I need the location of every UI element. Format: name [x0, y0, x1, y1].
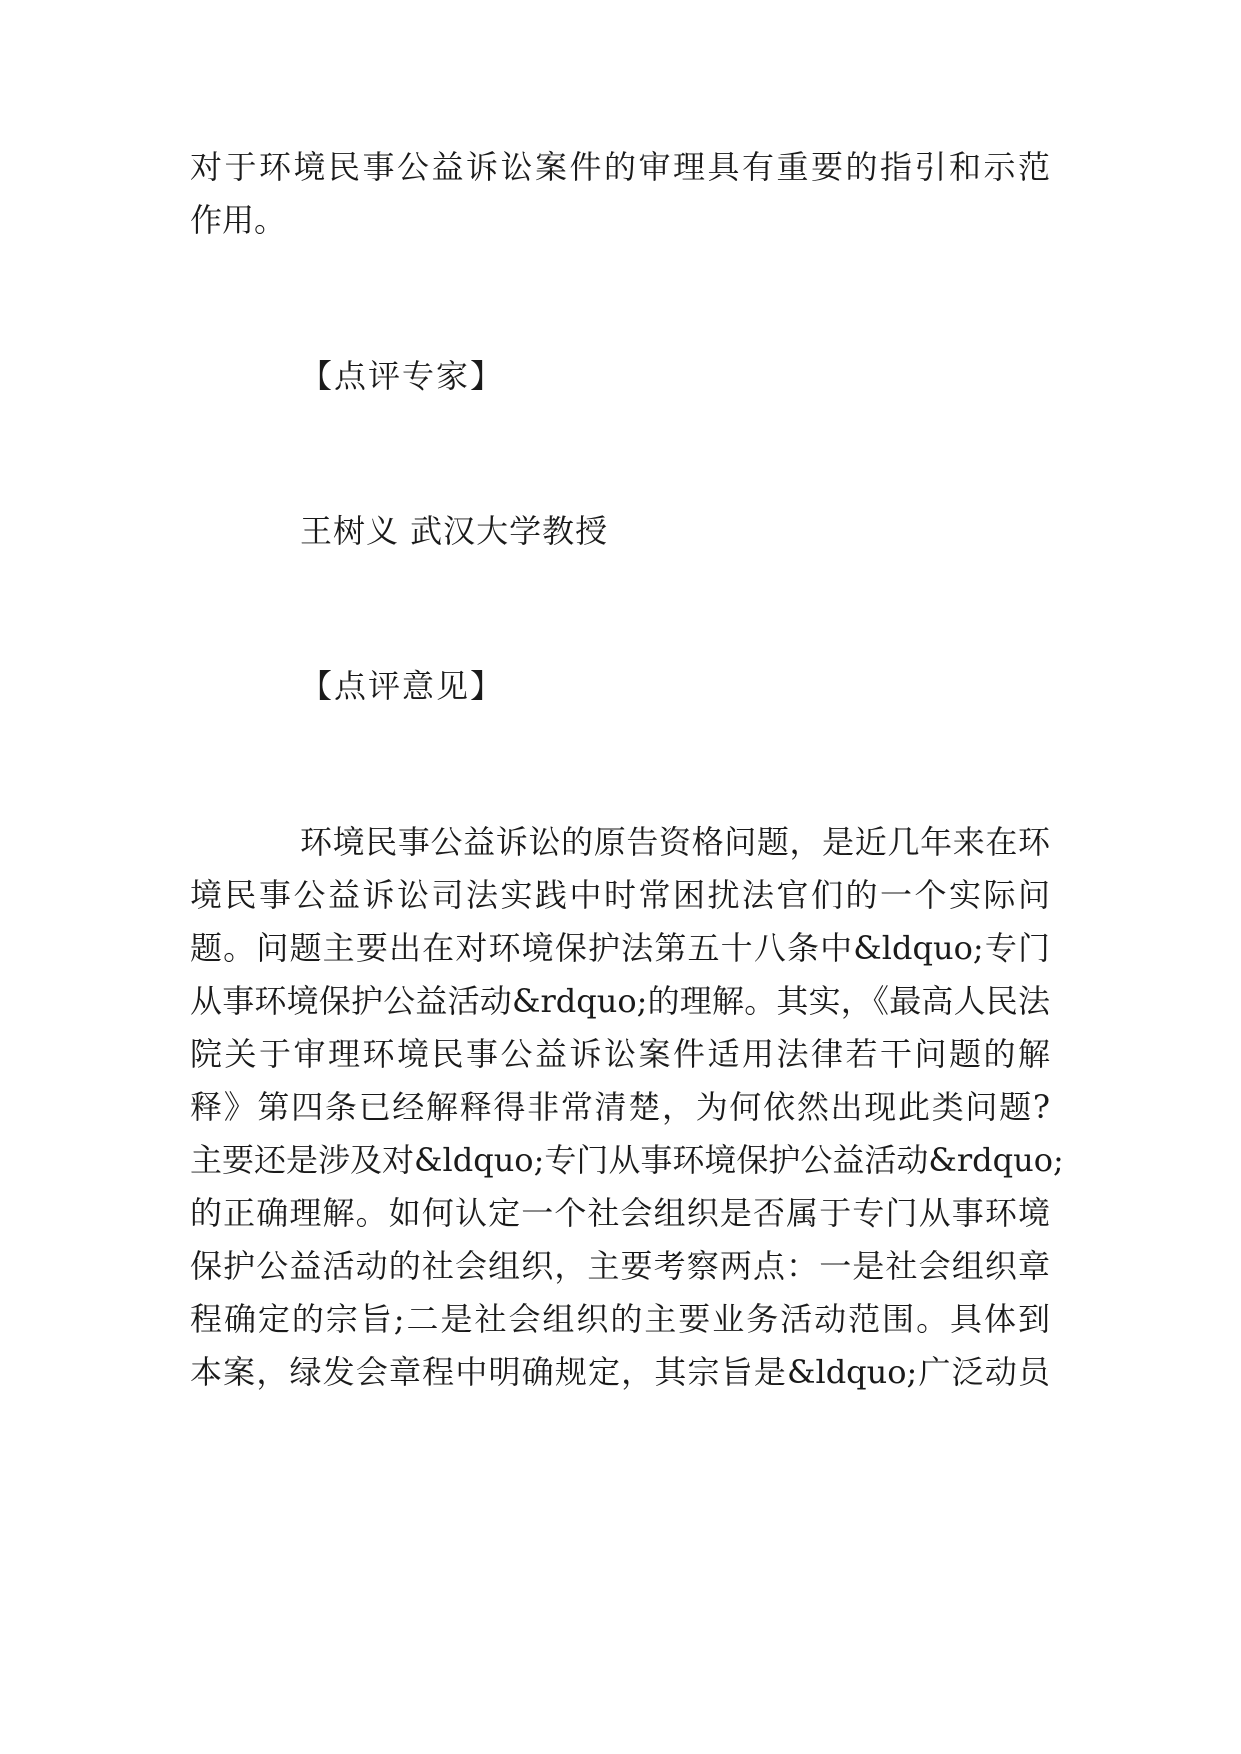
opinion-line-6: 释》第四条已经解释得非常清楚，为何依然出现此类问题? — [190, 1088, 1050, 1126]
expert-heading: 【点评专家】 — [300, 357, 505, 395]
opinion-line-11: 本案，绿发会章程中明确规定，其宗旨是&ldquo;广泛动员 — [190, 1353, 1050, 1391]
opinion-line-10: 程确定的宗旨;二是社会组织的主要业务活动范围。具体到 — [190, 1300, 1050, 1338]
opinion-line-8: 的正确理解。如何认定一个社会组织是否属于专门从事环境 — [190, 1194, 1050, 1232]
intro-line-2: 作用。 — [190, 201, 287, 239]
expert-name: 王树义 武汉大学教授 — [300, 512, 609, 550]
opinion-line-5: 院关于审理环境民事公益诉讼案件适用法律若干问题的解 — [190, 1035, 1050, 1073]
opinion-line-4: 从事环境保护公益活动&rdquo;的理解。其实，《最高人民法 — [190, 982, 1050, 1020]
opinion-heading: 【点评意见】 — [300, 667, 505, 705]
opinion-line-2: 境民事公益诉讼司法实践中时常困扰法官们的一个实际问 — [190, 876, 1050, 914]
opinion-line-3: 题。问题主要出在对环境保护法第五十八条中&ldquo;专门 — [190, 929, 1050, 967]
opinion-line-7: 主要还是涉及对&ldquo;专门从事环境保护公益活动&rdquo; — [190, 1141, 1064, 1179]
opinion-line-1: 环境民事公益诉讼的原告资格问题，是近几年来在环 — [300, 823, 1050, 861]
opinion-line-9: 保护公益活动的社会组织，主要考察两点：一是社会组织章 — [190, 1247, 1050, 1285]
intro-line-1: 对于环境民事公益诉讼案件的审理具有重要的指引和示范 — [190, 148, 1050, 186]
